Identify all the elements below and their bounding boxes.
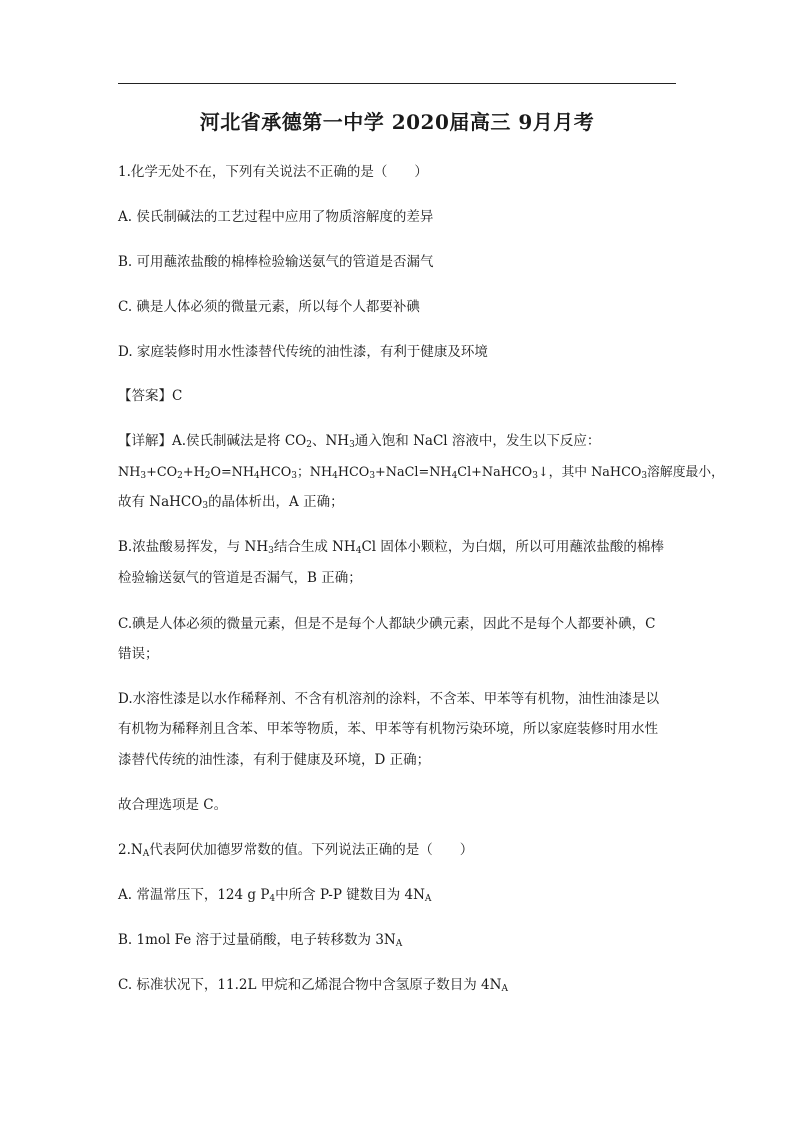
q1-detail-a-line1: 【详解】A.侯氏制碱法是将 $CO_2$、$NH_3$通入饱和 NaCl 溶液中，发生以下反应： bbox=[118, 433, 601, 450]
q1-detail-b-line1: B.浓盐酸易挥发，与 $NH_3$结合生成 $NH_4Cl$ 固体小颗粒，为白烟，所以可用蘸浓盐酸的棉棒 bbox=[118, 539, 664, 556]
q1-detail-a-line2: $NH_3+CO_2+H_2O=NH_4HCO_3$；$NH_4HCO_3+NaCl=NH_4Cl+NaHCO_3↓$，其中 NaHCO$_3$溶解度最小， bbox=[118, 465, 724, 481]
page-title: 河北省承德第一中学 2020届高三 9月月考 bbox=[199, 110, 595, 134]
q2-stem: $2.N_A$代表阿伏加德罗常数的值。下列说法正确的是（ ） bbox=[118, 842, 474, 859]
q1-detail-d-line1: D.水溶性漆是以水作稀释剂、不含有机溶剂的涂料，不含苯、甲苯等有机物，油性油漆是以 bbox=[118, 691, 660, 707]
q1-option-d: D. 家庭装修时用水性漆替代传统的油性漆，有利于健康及环境 bbox=[118, 344, 488, 360]
q2-option-a: A. 常温常压下，124 g $P_4$中所含 P-P 键数目为 $4N_A$ bbox=[118, 887, 432, 904]
q2-option-c: C. 标准状况下，11.2L 甲烷和乙烯混合物中含氢原子数目为 $4N_A$ bbox=[118, 977, 508, 994]
q1-option-a: A. 侯氏制碱法的工艺过程中应用了物质溶解度的差异 bbox=[118, 209, 434, 225]
q1-detail-b-line2: 检验输送氨气的管道是否漏气，B 正确； bbox=[118, 570, 362, 586]
q1-option-b: B. 可用蘸浓盐酸的棉棒检验输送氨气的管道是否漏气 bbox=[118, 254, 434, 270]
q1-option-c: C. 碘是人体必须的微量元素，所以每个人都要补碘 bbox=[118, 299, 420, 315]
header-rule bbox=[118, 83, 676, 84]
q1-detail-c-line2: 错误； bbox=[118, 646, 159, 662]
q1-detail-d-line2: 有机物为稀释剂且含苯、甲苯等物质，苯、甲苯等有机物污染环境，所以家庭装修时用水性 bbox=[118, 721, 658, 737]
q1-stem: 1.化学无处不在，下列有关说法不正确的是（ ） bbox=[118, 164, 428, 180]
q1-detail-c-line1: C.碘是人体必须的微量元素，但是不是每个人都缺少碘元素，因此不是每个人都要补碘，C bbox=[118, 616, 656, 632]
q1-detail-a-line3: 故有 NaHCO$_3$的晶体析出，A 正确； bbox=[118, 494, 344, 511]
q2-option-b: B. 1mol Fe 溶于过量硝酸，电子转移数为 $3N_A$ bbox=[118, 932, 403, 949]
q1-conclusion: 故合理选项是 C。 bbox=[118, 797, 228, 813]
q1-answer: 【答案】C bbox=[118, 388, 183, 404]
q1-detail-d-line3: 漆替代传统的油性漆，有利于健康及环境，D 正确； bbox=[118, 752, 431, 768]
